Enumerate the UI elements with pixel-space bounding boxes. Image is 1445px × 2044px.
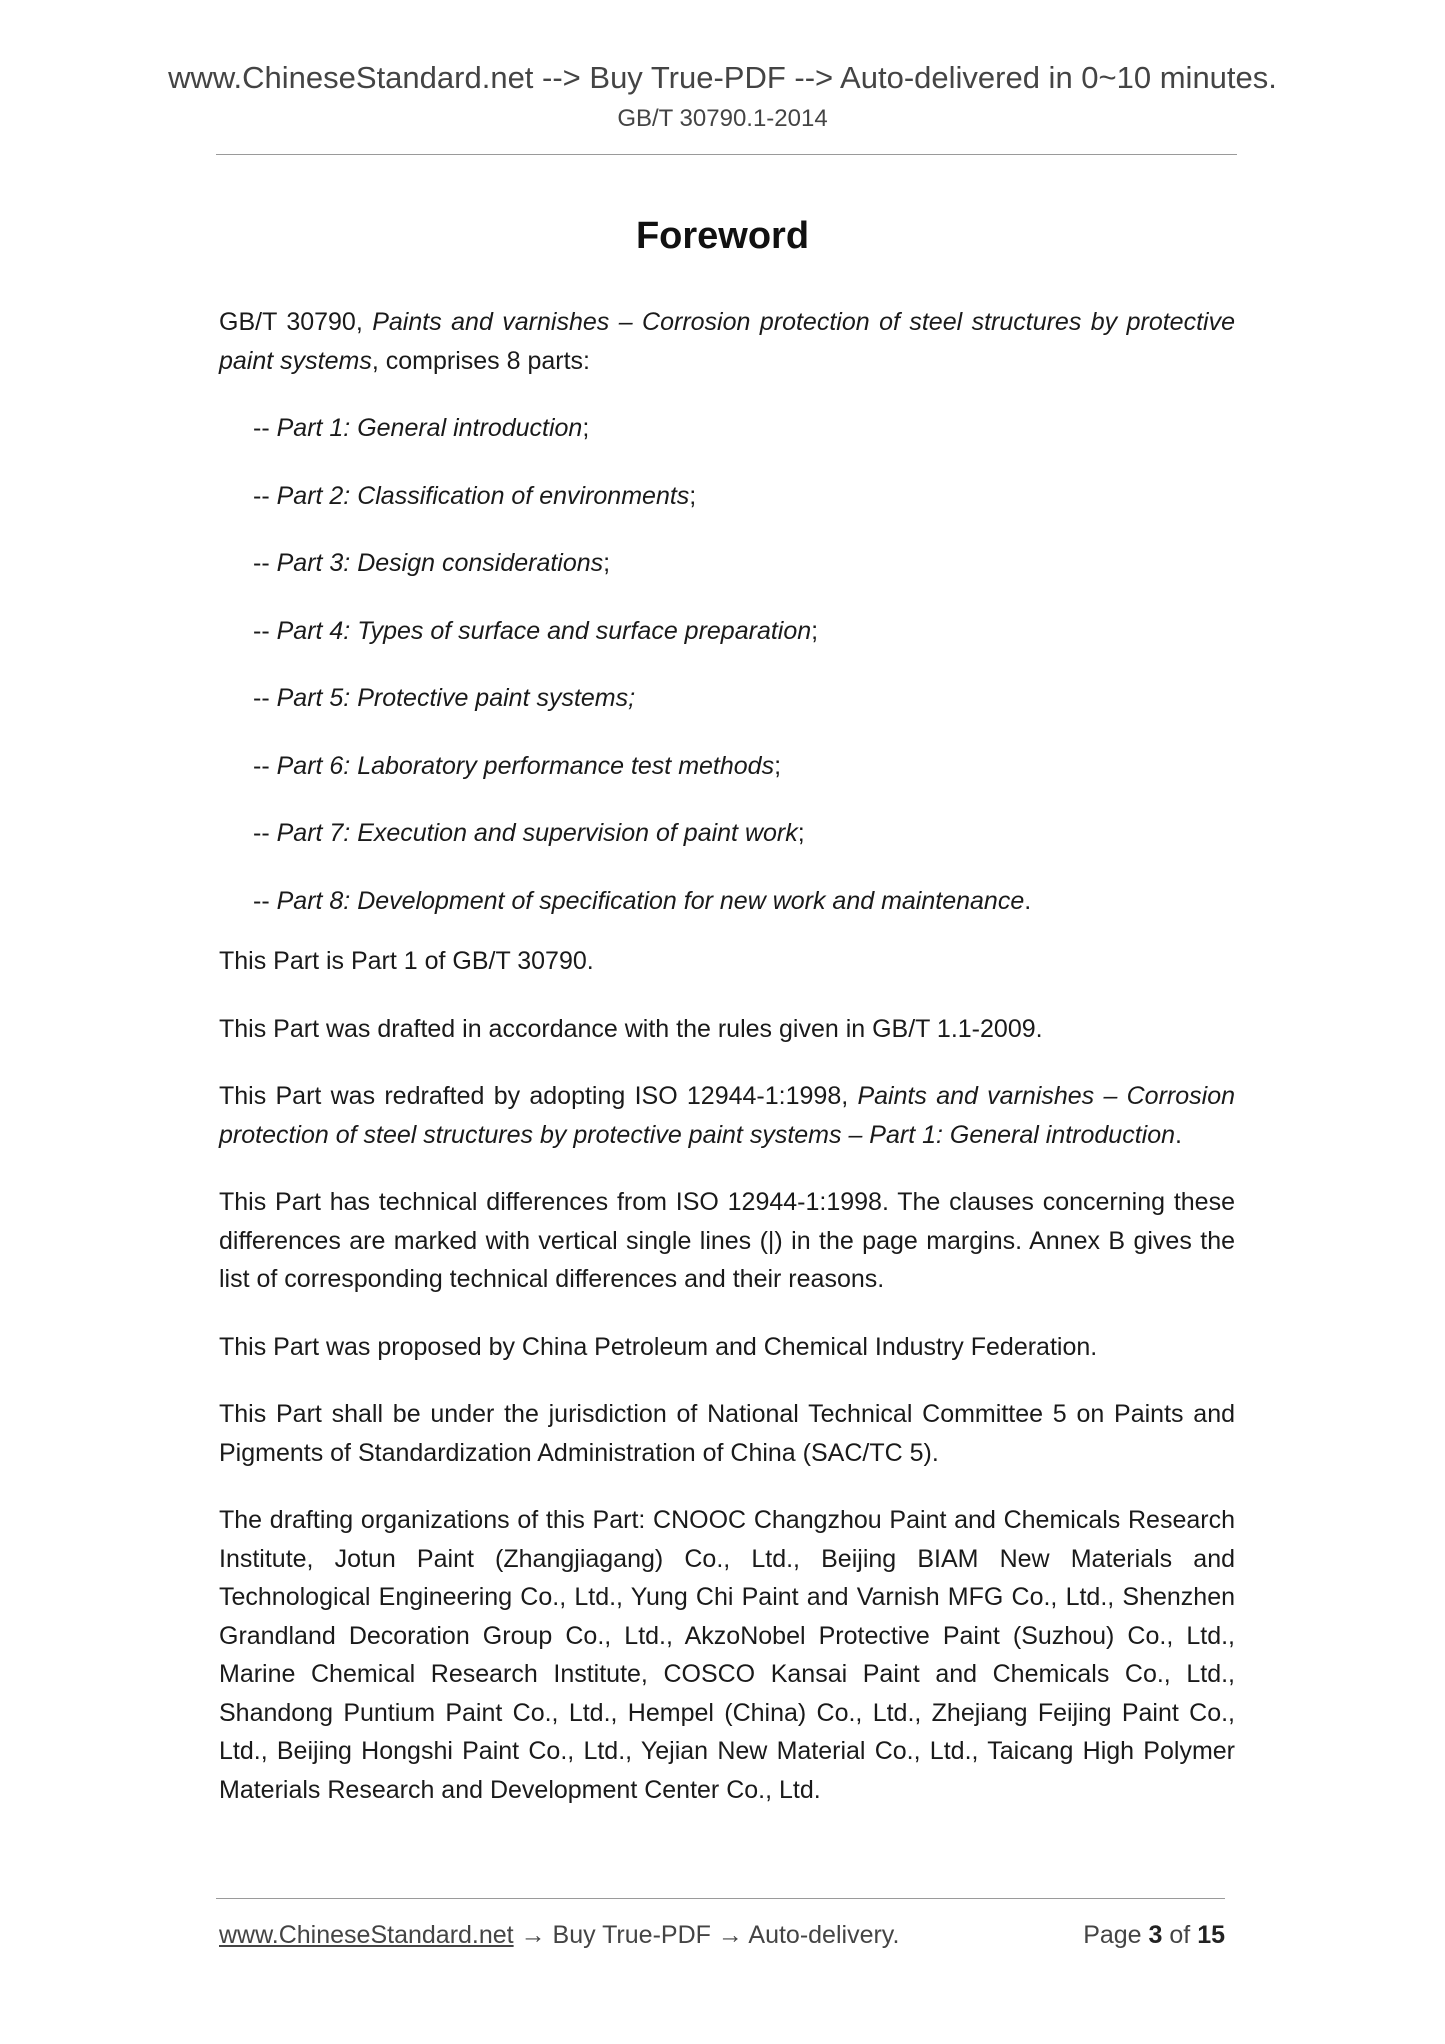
- redrafted-suffix: .: [1175, 1120, 1182, 1149]
- part-name: Part 4: Types of surface and surface preparation: [276, 616, 812, 645]
- list-dash: --: [253, 549, 277, 577]
- list-dash: --: [253, 684, 277, 712]
- list-item: [219, 477, 1235, 516]
- part-name: Part 8: Development of specification for new work and maintenance: [276, 886, 1025, 915]
- list-dash: --: [253, 886, 277, 915]
- organizations-paragraph: The drafting organizations of this Part: CNOOC Changzhou Paint and Chemicals Research Institute, Jotun Paint (Zhangjiagang) Co., Ltd., Beijing BIAM New Materials and Technological Engineering Co., Ltd., Yung Chi Paint and Varnish MFG Co., Ltd., Shenzhen Grandland Decoration Group Co., Ltd., AkzoNobel Protective Paint (Suzhou) Co., Ltd., Marine Chemical Research Institute, COSCO Kansai Paint and Chemicals Co., Ltd., Shandong Puntium Paint Co., Ltd., Hempel (China) Co., Ltd., Zhejiang Feijing Paint Co., Ltd., Beijing Hongshi Paint Co., Ltd., Yejian New Material Co., Ltd., Taicang High Polymer Materials Research and Development Center Co., Ltd.: [219, 1506, 1235, 1804]
- footer-site-link[interactable]: www.ChineseStandard.net: [219, 1921, 514, 1949]
- part-name: Part 1: General introduction: [276, 414, 583, 442]
- list-end: ;: [774, 751, 782, 780]
- footer-tagline: → Buy True-PDF → Auto-delivery.: [513, 1921, 900, 1949]
- of-label: of: [1162, 1921, 1198, 1949]
- intro-suffix: , comprises 8 parts:: [371, 346, 590, 375]
- list-end: ;: [689, 481, 697, 510]
- header-banner: www.ChineseStandard.net --> Buy True-PDF --> Auto-delivered in 0~10 minutes.: [168, 60, 1277, 95]
- page-footer: [219, 1915, 1225, 1955]
- intro-prefix: GB/T 30790,: [219, 308, 373, 336]
- list-item: [219, 612, 1235, 651]
- list-item: [219, 747, 1235, 786]
- list-end: ;: [582, 414, 590, 442]
- redrafted-prefix: This Part was redrafted by adopting ISO 12944-1:1998,: [219, 1082, 858, 1110]
- current-page: 3: [1148, 1921, 1163, 1949]
- proposed-paragraph: This Part was proposed by China Petroleum and Chemical Industry Federation.: [219, 1332, 1098, 1361]
- part-of-paragraph: This Part is Part 1 of GB/T 30790.: [219, 947, 594, 975]
- intro-series-title: Paints and varnishes – Corrosion protection of steel structures by protective paint systems: [219, 308, 1235, 375]
- footer-left: [219, 1915, 899, 1955]
- list-end: ;: [811, 616, 819, 645]
- list-dash: --: [253, 616, 277, 645]
- list-end: .: [1024, 886, 1032, 915]
- list-item: [219, 544, 1235, 583]
- list-item: [219, 679, 1235, 718]
- list-dash: --: [253, 819, 277, 847]
- differences-paragraph: This Part has technical differences from ISO 12944-1:1998. The clauses concerning these differences are marked with vertical single lines (|) in the page margins. Annex B gives the list of corresponding technical differences and their reasons.: [219, 1188, 1235, 1293]
- list-dash: --: [253, 751, 277, 780]
- header-divider: [216, 154, 1237, 155]
- drafted-paragraph: This Part was drafted in accordance with the rules given in GB/T 1.1-2009.: [219, 1014, 1043, 1043]
- foreword-body: [219, 303, 1235, 1838]
- list-dash: --: [253, 481, 277, 510]
- redrafted-iso-title: Paints and varnishes – Corrosion protection of steel structures by protective paint systems – Part 1: General introduction: [219, 1082, 1235, 1149]
- total-pages: 15: [1197, 1921, 1225, 1949]
- list-item: [219, 882, 1235, 921]
- page-number: [1083, 1915, 1225, 1955]
- part-name: Part 3: Design considerations: [276, 549, 604, 577]
- list-end: ;: [603, 549, 611, 577]
- part-name: Part 2: Classification of environments: [276, 481, 690, 510]
- page-label: Page: [1083, 1921, 1149, 1949]
- page-title: Foreword: [635, 215, 810, 257]
- part-name: Part 7: Execution and supervision of paint work: [276, 819, 798, 847]
- list-item: [219, 409, 1235, 448]
- intro-paragraph: [219, 303, 1235, 380]
- part-name: Part 6: Laboratory performance test methods: [276, 751, 775, 780]
- part-name: Part 5: Protective paint systems;: [276, 684, 636, 712]
- list-dash: --: [253, 414, 277, 442]
- redrafted-paragraph: [219, 1077, 1235, 1154]
- list-end: ;: [797, 819, 805, 847]
- standard-id: GB/T 30790.1-2014: [617, 105, 828, 132]
- list-item: [219, 814, 1235, 853]
- jurisdiction-paragraph: This Part shall be under the jurisdiction of National Technical Committee 5 on Paints and Pigments of Standardization Administration of China (SAC/TC 5).: [219, 1400, 1235, 1467]
- footer-divider: [216, 1898, 1225, 1899]
